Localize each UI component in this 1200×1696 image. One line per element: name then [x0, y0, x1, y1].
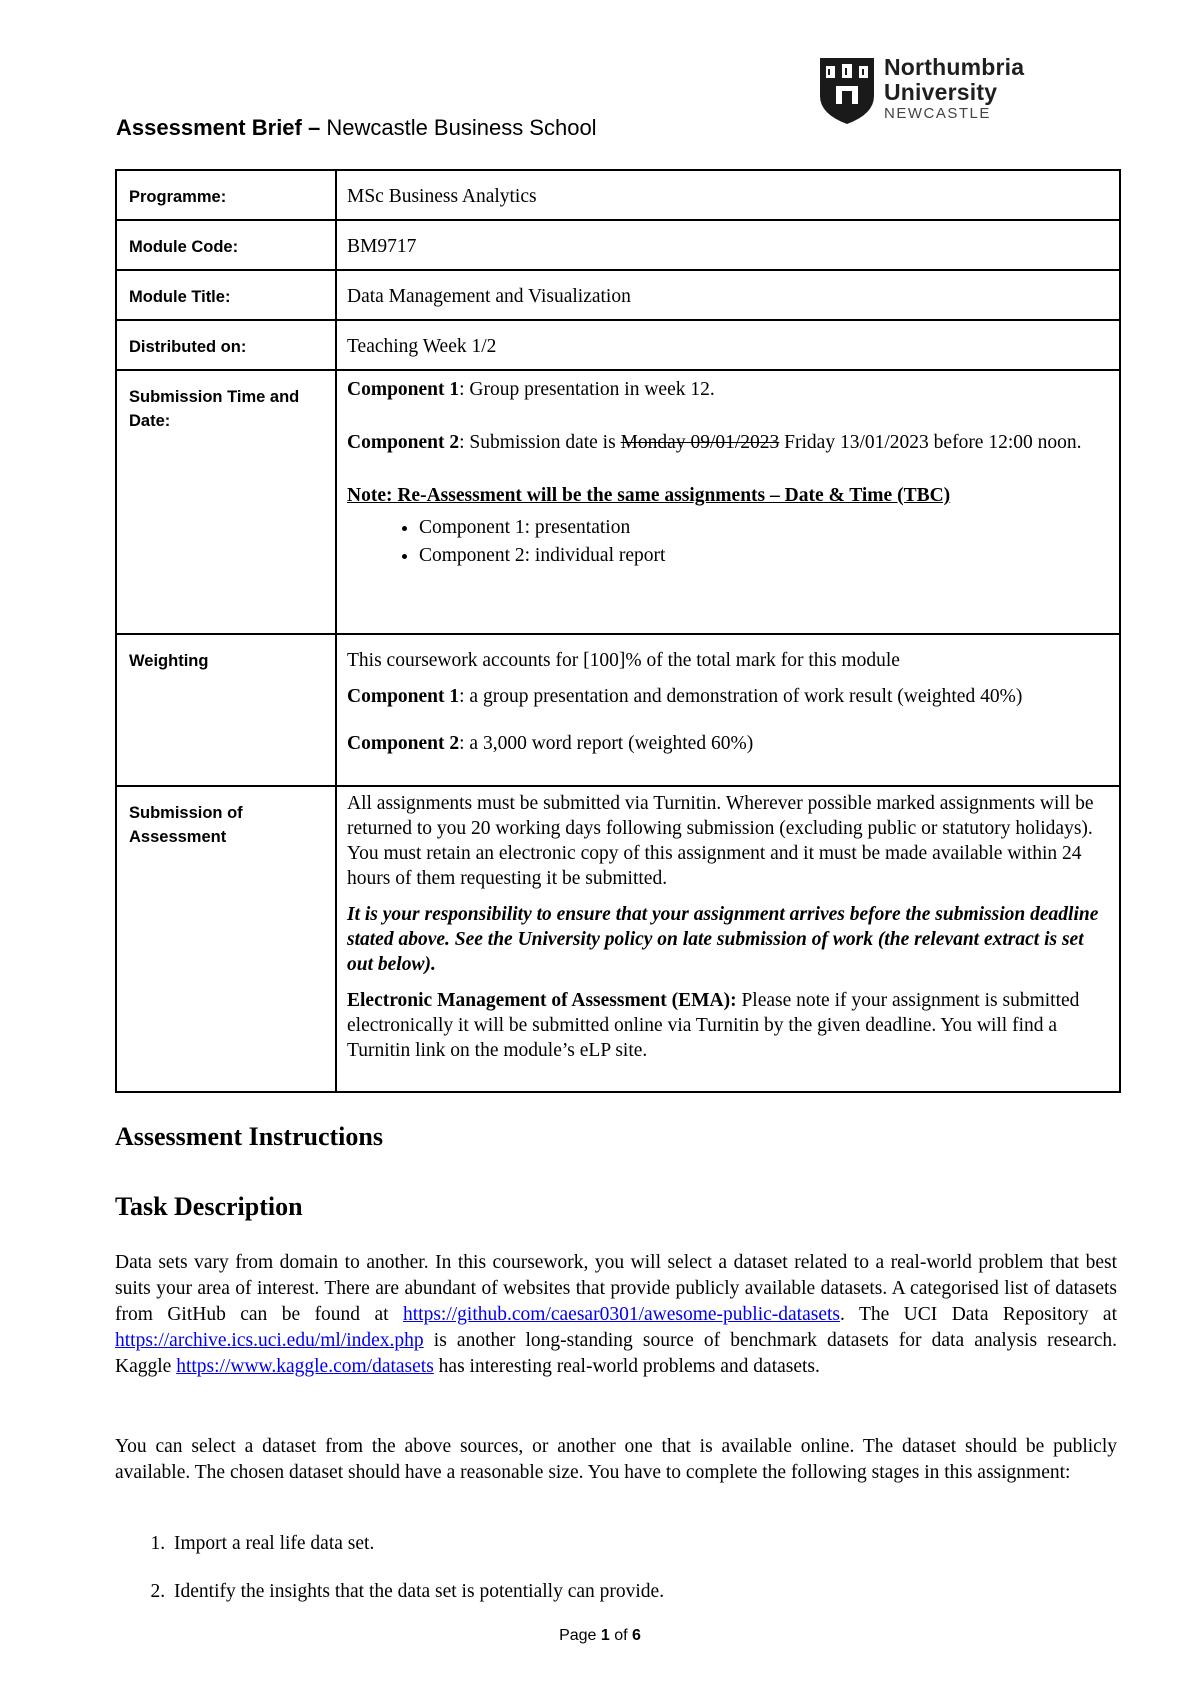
module-title-value: Data Management and Visualization: [336, 270, 1120, 320]
list-item: • Component 2: individual report: [419, 542, 1109, 570]
logo-name-line1: Northumbria: [884, 54, 1025, 80]
component1-date: Component 1: Group presentation in week 12.: [347, 379, 715, 400]
module-title-label: Module Title:: [116, 270, 336, 320]
uci-repository-link[interactable]: https://archive.ics.uci.edu/ml/index.php: [115, 1330, 424, 1351]
submission-value: [336, 370, 1120, 634]
turnitin-info: All assignments must be submitted via Turnitin. Wherever possible marked assignments will be returned to you 20 working days following submission (excluding public or statutory holidays). You must retain an electronic copy of this assignment and it must be made available within 24 hours of them requesting it be submitted.: [347, 793, 1094, 889]
list-item: 1. Import a real life data set.: [170, 1531, 664, 1557]
table-row-module-title: [116, 270, 1120, 320]
submission-of-assessment-value: [336, 786, 1120, 1092]
module-code-label: Module Code:: [116, 220, 336, 270]
weighting-total: This coursework accounts for [100]% of the total mark for this module: [347, 650, 900, 671]
table-row-submission-of-assessment: [116, 786, 1120, 1092]
stages-list: [115, 1531, 664, 1627]
weighting-component1: Component 1: a group presentation and demonstration of work result (weighted 40%): [347, 686, 1023, 707]
weighting-component2: Component 2: a 3,000 word report (weighted 60%): [347, 733, 754, 754]
brief-title: Assessment Brief – Newcastle Business School: [116, 115, 597, 140]
logo-location: NEWCASTLE: [884, 105, 991, 122]
programme-value: MSc Business Analytics: [336, 170, 1120, 220]
struck-date: Monday 09/01/2023: [620, 432, 780, 453]
instructions-heading: Assessment Instructions: [115, 1122, 383, 1151]
github-datasets-link[interactable]: https://github.com/caesar0301/awesome-public-datasets: [402, 1304, 840, 1325]
task-paragraph-2: You can select a dataset from the above sources, or another one that is available online. The dataset should be publicly available. The chosen dataset should have a reasonable size. You have to complete the following stages in this assignment:: [115, 1436, 1117, 1483]
distributed-label: Distributed on:: [116, 320, 336, 370]
university-crest-icon: [818, 56, 876, 126]
table-row-submission: [116, 370, 1120, 634]
university-logo: [818, 56, 1038, 128]
logo-name-line2: University: [884, 79, 998, 105]
list-item: 2. Identify the insights that the data set is potentially can provide.: [170, 1579, 664, 1605]
responsibility-note: It is your responsibility to ensure that your assignment arrives before the submission deadline stated above. See the University policy on late submission of work (the relevant extract is set out below).: [347, 904, 1099, 975]
table-row-module-code: [116, 220, 1120, 270]
page-total: 6: [632, 1627, 641, 1644]
programme-label: Programme:: [116, 170, 336, 220]
component2-date: Component 2: Submission date is Monday 09/01/2023 Friday 13/01/2023 before 12:00 noon.: [347, 432, 1082, 453]
reassessment-list: [347, 514, 1109, 570]
kaggle-datasets-link[interactable]: https://www.kaggle.com/datasets: [176, 1356, 434, 1377]
assessment-info-table: [115, 169, 1121, 1093]
task-paragraph-1: Data sets vary from domain to another. In this coursework, you will select a dataset related to a real-world problem that best suits your area of interest. There are abundant of websites that provide publicly available datasets. A categorised list of datasets from GitHub can be found at https://github.com/caesar0301/awesome-public-datasets. The UCI Data Repository at https://archive.ics.uci.edu/ml/index.php is another long-standing source of benchmark datasets for data analysis research. Kaggle https://www.kaggle.com/datasets has interesting real-world problems and datasets.: [115, 1252, 1117, 1377]
submission-of-assessment-label: Submission of Assessment: [116, 786, 336, 1092]
task-heading: Task Description: [115, 1192, 303, 1221]
weighting-label: Weighting: [116, 634, 336, 786]
table-row-programme: [116, 170, 1120, 220]
distributed-value: Teaching Week 1/2: [336, 320, 1120, 370]
page-number: 1: [600, 1627, 610, 1644]
table-row-distributed: [116, 320, 1120, 370]
page-footer: Page 1 of 6: [559, 1627, 641, 1644]
reassessment-note: Note: Re-Assessment will be the same assignments – Date & Time (TBC): [347, 485, 951, 506]
list-item: • Component 1: presentation: [419, 514, 1109, 542]
ema-note: Electronic Management of Assessment (EMA): Please note if your assignment is submitted electronically it will be submitted online via Turnitin by the given deadline. You will find a Turnitin link on the module’s eLP site.: [347, 990, 1080, 1061]
table-row-weighting: [116, 634, 1120, 786]
weighting-value: [336, 634, 1120, 786]
module-code-value: BM9717: [336, 220, 1120, 270]
submission-label: Submission Time and Date:: [116, 370, 336, 634]
